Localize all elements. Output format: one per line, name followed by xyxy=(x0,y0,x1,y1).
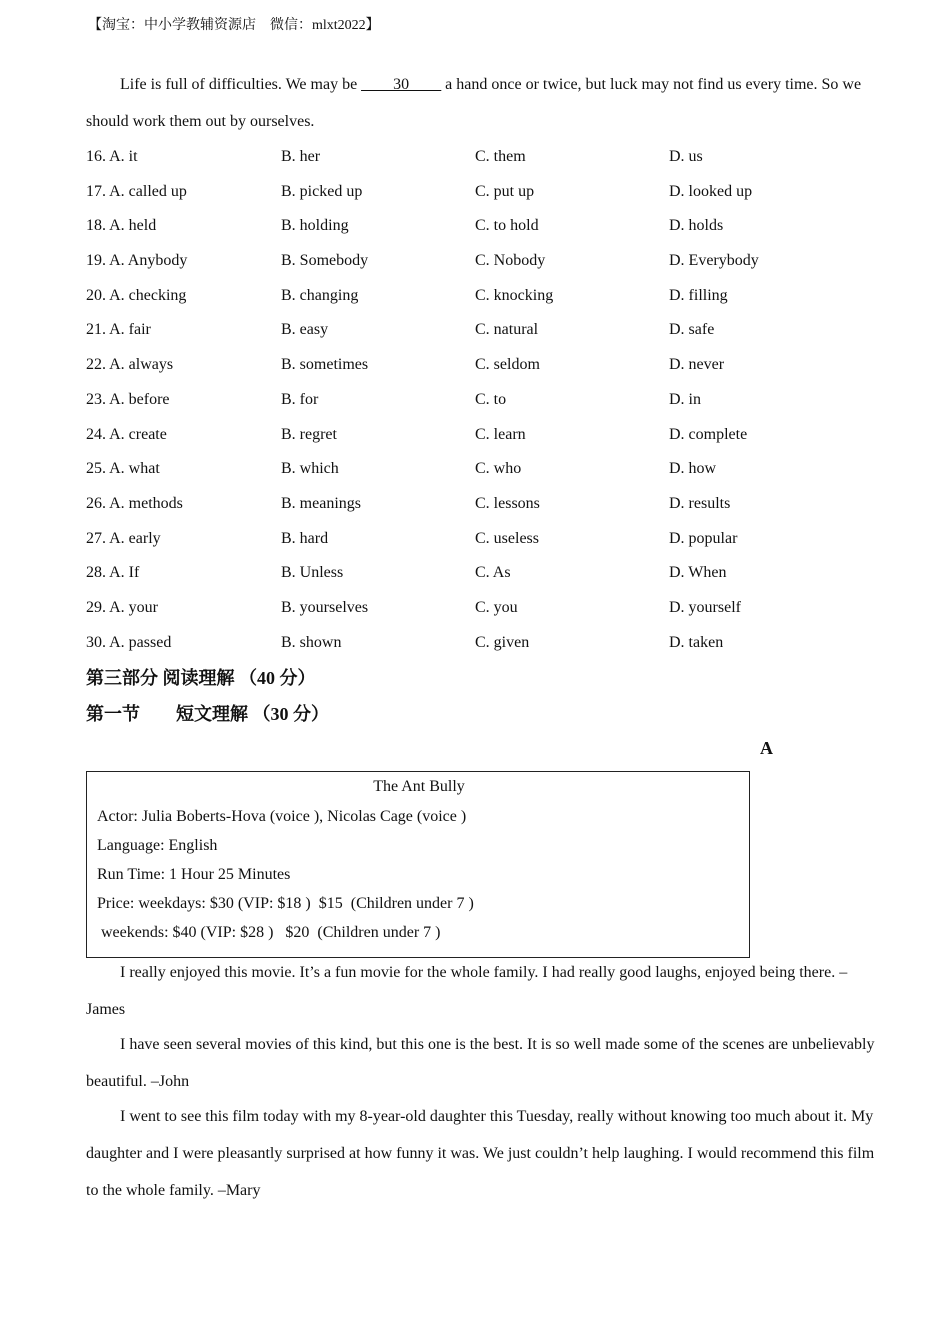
review-paragraph: I really enjoyed this movie. It’s a fun movie for the whole family. I had really good laughs, enjoyed being there. –James xyxy=(86,964,848,1018)
option-row xyxy=(86,175,866,210)
option-row xyxy=(86,209,866,244)
option-a: 19. A. Anybody xyxy=(86,252,188,270)
option-a: 22. A. always xyxy=(86,356,174,374)
option-d: D. yourself xyxy=(669,598,741,616)
option-d: D. how xyxy=(669,460,717,478)
option-b: B. Unless xyxy=(281,564,344,582)
option-row xyxy=(86,556,866,591)
option-c: C. natural xyxy=(475,321,539,339)
movie-info-box xyxy=(86,771,750,958)
option-a: 16. A. it xyxy=(86,148,138,165)
option-a: 29. A. your xyxy=(86,598,158,616)
option-b: B. for xyxy=(281,390,319,408)
option-d: D. Everybody xyxy=(669,252,759,270)
option-d: D. popular xyxy=(669,529,738,547)
option-row xyxy=(86,487,866,522)
option-b: B. yourselves xyxy=(281,598,369,616)
option-a: 28. A. If xyxy=(86,564,140,582)
option-row xyxy=(86,418,866,453)
option-a: 24. A. create xyxy=(86,425,167,443)
option-row xyxy=(86,244,866,279)
option-c: C. to hold xyxy=(475,217,539,235)
movie-actor: Actor: Julia Boberts-Hova (voice ), Nicolas Cage (voice ) xyxy=(97,808,467,825)
option-a: 25. A. what xyxy=(86,460,160,478)
option-a: 26. A. methods xyxy=(86,494,183,512)
passage-letter: A xyxy=(760,738,773,758)
blank-30: ____30____ xyxy=(361,76,442,93)
option-b: B. shown xyxy=(281,633,342,651)
option-b: B. her xyxy=(281,148,321,165)
option-c: C. knocking xyxy=(475,286,554,304)
option-c: C. put up xyxy=(475,182,535,200)
intro-text-after: a hand once or twice, but luck may not find us every time. So we should work them out by ourselves. xyxy=(86,76,862,130)
option-b: B. picked up xyxy=(281,182,363,200)
option-b: B. changing xyxy=(281,286,359,304)
option-b: B. regret xyxy=(281,425,337,443)
option-b: B. meanings xyxy=(281,494,361,512)
option-c: C. you xyxy=(475,598,518,616)
section-heading: 第三部分 阅读理解 （40 分） xyxy=(86,668,316,688)
option-c: C. to xyxy=(475,390,507,408)
option-b: B. sometimes xyxy=(281,356,369,374)
option-d: D. never xyxy=(669,356,725,374)
option-row xyxy=(86,348,866,383)
intro-text-before: Life is full of difficulties. We may be xyxy=(120,76,362,93)
option-b: B. easy xyxy=(281,321,329,339)
option-d: D. looked up xyxy=(669,182,753,200)
option-d: D. results xyxy=(669,494,731,512)
option-c: C. them xyxy=(475,148,526,165)
option-a: 18. A. held xyxy=(86,217,157,235)
option-d: D. us xyxy=(669,148,703,165)
option-d: D. complete xyxy=(669,425,748,443)
watermark-header: 【淘宝：中小学教辅资源店 微信：mlxt2022】 xyxy=(88,18,380,33)
option-c: C. Nobody xyxy=(475,252,546,270)
option-d: D. in xyxy=(669,390,701,408)
option-a: 21. A. fair xyxy=(86,321,151,339)
cloze-options xyxy=(86,140,866,660)
option-row xyxy=(86,452,866,487)
option-c: C. As xyxy=(475,564,511,582)
option-b: B. which xyxy=(281,460,339,478)
option-a: 30. A. passed xyxy=(86,633,172,651)
movie-price-weekends: weekends: $40 (VIP: $28 ) $20 (Children under 7 ) xyxy=(97,924,441,941)
option-c: C. useless xyxy=(475,529,539,547)
option-row xyxy=(86,591,866,626)
option-a: 23. A. before xyxy=(86,390,170,408)
option-b: B. holding xyxy=(281,217,349,235)
intro-paragraph xyxy=(86,66,876,140)
option-c: C. lessons xyxy=(475,494,540,512)
option-d: D. safe xyxy=(669,321,715,339)
option-b: B. Somebody xyxy=(281,252,369,270)
review-paragraph: I have seen several movies of this kind, but this one is the best. It is so well made some of the scenes are unbelievably beautiful. –John xyxy=(86,1036,875,1090)
option-row xyxy=(86,626,866,661)
movie-runtime: Run Time: 1 Hour 25 Minutes xyxy=(97,866,291,883)
movie-language: Language: English xyxy=(97,837,218,854)
movie-title: The Ant Bully xyxy=(373,778,465,795)
option-c: C. seldom xyxy=(475,356,540,374)
option-d: D. When xyxy=(669,564,727,582)
option-row xyxy=(86,383,866,418)
option-c: C. learn xyxy=(475,425,526,443)
option-d: D. holds xyxy=(669,217,724,235)
option-row xyxy=(86,522,866,557)
option-a: 27. A. early xyxy=(86,529,161,547)
movie-price-weekdays: Price: weekdays: $30 (VIP: $18 ) $15 (Children under 7 ) xyxy=(97,895,474,912)
option-c: C. given xyxy=(475,633,530,651)
review-paragraph: I went to see this film today with my 8-year-old daughter this Tuesday, really without knowing too much about it. My daughter and I were pleasantly surprised at how funny it was. We just couldn’t help laughing. I would recommend this film to the whole family. –Mary xyxy=(86,1108,875,1199)
option-row xyxy=(86,279,866,314)
option-c: C. who xyxy=(475,460,522,478)
option-a: 20. A. checking xyxy=(86,286,187,304)
option-row xyxy=(86,140,866,175)
option-d: D. taken xyxy=(669,633,724,651)
subsection-heading: 第一节 短文理解 （30 分） xyxy=(86,704,329,724)
option-a: 17. A. called up xyxy=(86,182,187,200)
option-d: D. filling xyxy=(669,286,728,304)
option-row xyxy=(86,313,866,348)
option-b: B. hard xyxy=(281,529,329,547)
